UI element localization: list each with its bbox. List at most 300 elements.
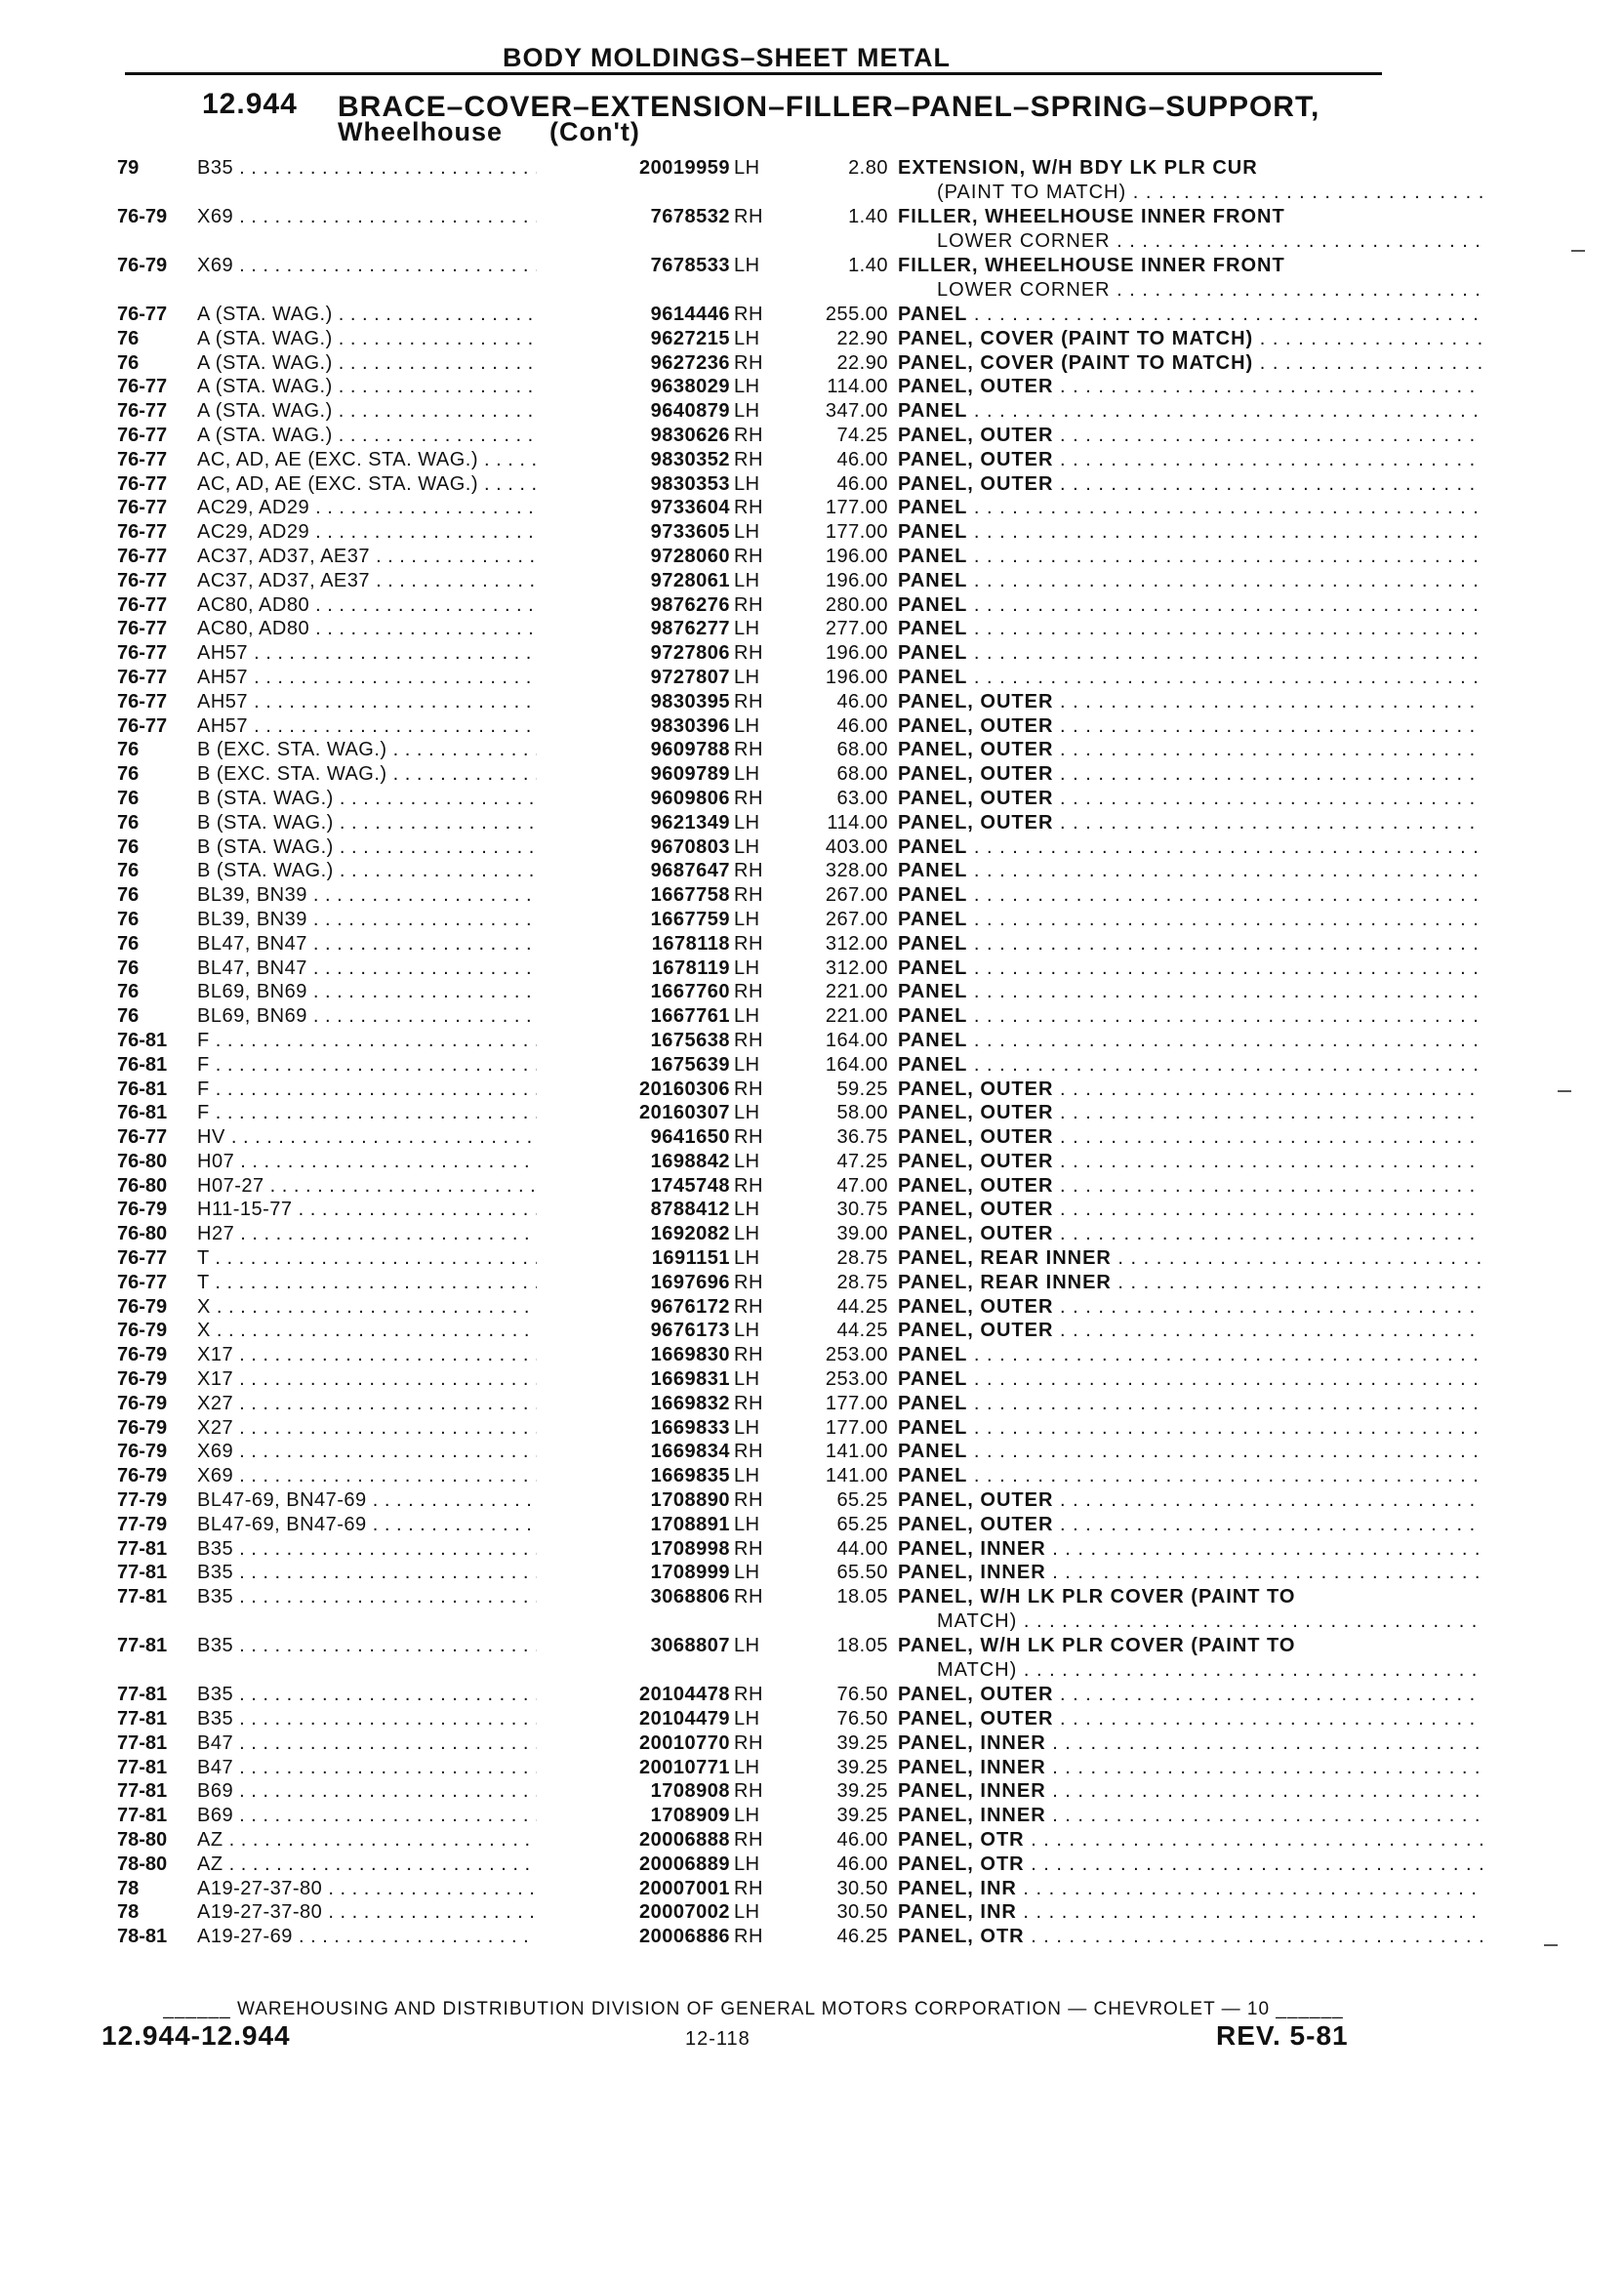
model-year: 78-80 [117, 1829, 168, 1852]
price: 58.00 [836, 1102, 888, 1124]
model-year: 76 [117, 739, 140, 761]
price: 328.00 [825, 860, 888, 882]
description: PANEL, OUTER . . . [898, 1513, 1483, 1536]
price: 2.80 [848, 157, 888, 179]
model-year: 76-77 [117, 521, 168, 544]
model-year: 76-77 [117, 666, 168, 688]
price: 44.25 [836, 1320, 888, 1342]
table-row [117, 1900, 1386, 1925]
part-number: 1669835 [537, 1464, 730, 1487]
side: LH [734, 569, 760, 591]
table-row [117, 1561, 1386, 1585]
margin-mark [1544, 1944, 1558, 1946]
side: RH [734, 787, 763, 809]
description: PANEL . . . [898, 617, 1483, 640]
description-continued: LOWER CORNER . . . [937, 278, 1483, 302]
side: LH [734, 1102, 760, 1124]
side: RH [734, 424, 763, 446]
part-number: 9830626 [537, 424, 730, 447]
part-number: 9830353 [537, 472, 730, 496]
description: PANEL . . . [898, 835, 1483, 859]
side: RH [734, 497, 763, 519]
part-number: 9641650 [537, 1125, 730, 1149]
part-number: 9830396 [537, 714, 730, 738]
part-number: 1745748 [537, 1174, 730, 1198]
table-row [117, 690, 1386, 714]
side: LH [734, 1005, 760, 1028]
side: LH [734, 521, 760, 544]
side: LH [734, 1635, 760, 1657]
part-number: 9638029 [537, 375, 730, 398]
price: 1.40 [848, 255, 888, 276]
side: LH [734, 811, 760, 834]
table-row [117, 1537, 1386, 1562]
side: LH [734, 1708, 760, 1730]
price: 39.25 [836, 1756, 888, 1778]
model-year: 76-79 [117, 1441, 168, 1463]
footer-revision: REV. 5-81 [1216, 2020, 1349, 2051]
price: 280.00 [825, 593, 888, 616]
section-continued: (Con't) [549, 117, 640, 146]
model-year: 76-77 [117, 1247, 168, 1270]
table-row [117, 1877, 1386, 1901]
description: PANEL, OUTER . . . [898, 787, 1483, 810]
side: LH [734, 1756, 760, 1778]
model-code: X69 . . . [197, 1464, 649, 1487]
part-number: 9687647 [537, 859, 730, 882]
model-year: 76-77 [117, 545, 168, 567]
table-row [117, 980, 1386, 1004]
model-year: 76-79 [117, 255, 168, 276]
side: RH [734, 1078, 763, 1100]
model-code: AC37, AD37, AE37 . . . [197, 545, 649, 568]
table-row [117, 1464, 1386, 1488]
description: PANEL, INNER . . . [898, 1731, 1483, 1755]
model-year: 76-79 [117, 1320, 168, 1342]
model-year: 76-77 [117, 448, 168, 470]
model-year: 76-79 [117, 1199, 168, 1221]
table-row [117, 641, 1386, 666]
side: RH [734, 1537, 763, 1560]
part-number: 1667759 [537, 908, 730, 931]
model-code: A19-27-37-80 . . . [197, 1900, 649, 1924]
model-year: 78-80 [117, 1852, 168, 1875]
model-code: X . . . [197, 1319, 649, 1342]
description: PANEL . . . [898, 1416, 1483, 1440]
price: 221.00 [825, 1005, 888, 1028]
model-code: BL69, BN69 . . . [197, 980, 649, 1003]
description-continued: MATCH) . . . [937, 1658, 1483, 1682]
table-row [117, 1585, 1386, 1634]
price: 46.25 [836, 1926, 888, 1948]
section-subtitle [338, 117, 640, 147]
price: 68.00 [836, 739, 888, 761]
model-code: F . . . [197, 1101, 649, 1124]
part-number: 20160306 [537, 1078, 730, 1101]
model-code: B35 . . . [197, 1561, 649, 1584]
model-year: 76-79 [117, 206, 168, 227]
description: PANEL . . . [898, 1343, 1483, 1366]
part-number: 9609789 [537, 762, 730, 786]
model-code: AC29, AD29 . . . [197, 496, 649, 519]
table-row [117, 908, 1386, 932]
part-number: 9627215 [537, 327, 730, 350]
model-year: 77-81 [117, 1635, 168, 1657]
price: 1.40 [848, 206, 888, 227]
model-year: 76-77 [117, 714, 168, 737]
model-code: AC, AD, AE (EXC. STA. WAG.) . . . [197, 448, 649, 471]
description: PANEL . . . [898, 932, 1483, 956]
description: PANEL . . . [898, 908, 1483, 931]
part-number: 9676172 [537, 1295, 730, 1319]
table-row [117, 787, 1386, 811]
model-code: HV . . . [197, 1125, 649, 1149]
table-row [117, 835, 1386, 860]
model-year: 76-81 [117, 1029, 168, 1051]
model-code: A (STA. WAG.) . . . [197, 399, 649, 423]
model-code: B47 . . . [197, 1731, 649, 1755]
section-subtitle-text: Wheelhouse [338, 117, 504, 146]
side: LH [734, 1852, 760, 1875]
price: 403.00 [825, 835, 888, 858]
model-code: H11-15-77 . . . [197, 1198, 649, 1221]
description: PANEL, OUTER . . . [898, 690, 1483, 713]
part-number: 1691151 [537, 1246, 730, 1270]
side: RH [734, 1271, 763, 1293]
model-code: B35 . . . [197, 1707, 649, 1730]
side: RH [734, 304, 763, 325]
price: 46.00 [836, 1829, 888, 1852]
description: PANEL, OUTER . . . [898, 1707, 1483, 1730]
price: 46.00 [836, 714, 888, 737]
description: PANEL, INR . . . [898, 1877, 1483, 1900]
table-row [117, 1925, 1386, 1949]
part-number: 1692082 [537, 1222, 730, 1245]
table-row [117, 545, 1386, 569]
price: 177.00 [825, 1416, 888, 1439]
model-year: 76-77 [117, 569, 168, 591]
model-year: 76-77 [117, 400, 168, 423]
side: RH [734, 1126, 763, 1149]
side: RH [734, 690, 763, 712]
table-row [117, 593, 1386, 618]
description: PANEL, OUTER . . . [898, 1150, 1483, 1173]
model-year: 78 [117, 1877, 140, 1899]
description: PANEL, W/H LK PLR COVER (PAINT TO [898, 1586, 1296, 1608]
price: 277.00 [825, 618, 888, 640]
model-code: A (STA. WAG.) . . . [197, 351, 649, 375]
model-year: 76-79 [117, 1344, 168, 1366]
table-row [117, 762, 1386, 787]
part-number: 9609806 [537, 787, 730, 810]
model-code: F . . . [197, 1078, 649, 1101]
price: 39.00 [836, 1223, 888, 1245]
model-code: AC80, AD80 . . . [197, 593, 649, 617]
description: PANEL, OUTER . . . [898, 472, 1483, 496]
table-row [117, 1125, 1386, 1150]
side: LH [734, 1053, 760, 1076]
model-year: 76 [117, 763, 140, 786]
model-year: 76-77 [117, 304, 168, 325]
model-code: B (STA. WAG.) . . . [197, 787, 649, 810]
price: 253.00 [825, 1368, 888, 1391]
table-row [117, 1488, 1386, 1513]
model-year: 76-79 [117, 1368, 168, 1391]
model-code: AH57 . . . [197, 641, 649, 665]
side: RH [734, 351, 763, 374]
table-row [117, 156, 1386, 205]
side: LH [734, 472, 760, 495]
table-row [117, 1198, 1386, 1222]
side: RH [734, 1877, 763, 1899]
description: PANEL . . . [898, 569, 1483, 592]
table-row [117, 1804, 1386, 1828]
part-number: 9676173 [537, 1319, 730, 1342]
model-code: X17 . . . [197, 1367, 649, 1391]
part-number: 1667761 [537, 1004, 730, 1028]
model-code: BL69, BN69 . . . [197, 1004, 649, 1028]
description: PANEL, OUTER . . . [898, 1101, 1483, 1124]
price: 141.00 [825, 1465, 888, 1487]
side: RH [734, 884, 763, 907]
price: 36.75 [836, 1126, 888, 1149]
description: PANEL, OUTER . . . [898, 1683, 1483, 1706]
part-number: 9733604 [537, 496, 730, 519]
model-year: 76-80 [117, 1223, 168, 1245]
side: RH [734, 642, 763, 665]
part-number: 9830352 [537, 448, 730, 471]
side: LH [734, 666, 760, 688]
model-code: A (STA. WAG.) . . . [197, 327, 649, 350]
part-number: 1708890 [537, 1488, 730, 1512]
model-code: X69 . . . [197, 254, 649, 277]
model-year: 77-81 [117, 1684, 168, 1706]
table-row [117, 1150, 1386, 1174]
price: 59.25 [836, 1078, 888, 1100]
description: PANEL . . . [898, 520, 1483, 544]
table-row [117, 254, 1386, 303]
model-code: X17 . . . [197, 1343, 649, 1366]
model-code: BL39, BN39 . . . [197, 883, 649, 907]
part-number: 20006886 [537, 1925, 730, 1948]
description: PANEL, OTR . . . [898, 1852, 1483, 1876]
table-row [117, 1731, 1386, 1756]
model-year: 78 [117, 1901, 140, 1924]
footer-division-text: WAREHOUSING AND DISTRIBUTION DIVISION OF GENERAL MOTORS CORPORATION — CHEVROLET — 10 [236, 1999, 1271, 2019]
price: 347.00 [825, 400, 888, 423]
section-number: 12.944 [202, 88, 298, 120]
side: RH [734, 1344, 763, 1366]
table-row [117, 1174, 1386, 1199]
model-year: 76-79 [117, 1392, 168, 1414]
model-year: 76-80 [117, 1150, 168, 1172]
part-number: 9830395 [537, 690, 730, 713]
description: PANEL, OUTER . . . [898, 811, 1483, 835]
side: RH [734, 1926, 763, 1948]
side: LH [734, 1247, 760, 1270]
description: PANEL . . . [898, 666, 1483, 689]
model-year: 76 [117, 860, 140, 882]
part-number: 20006888 [537, 1828, 730, 1852]
description: PANEL, COVER (PAINT TO MATCH) . . . [898, 351, 1483, 375]
part-number: 1669833 [537, 1416, 730, 1440]
price: 63.00 [836, 787, 888, 809]
model-code: B35 . . . [197, 1585, 649, 1608]
part-number: 1708998 [537, 1537, 730, 1561]
table-row [117, 1078, 1386, 1102]
price: 39.25 [836, 1805, 888, 1827]
description: PANEL, OUTER . . . [898, 448, 1483, 471]
model-code: B (STA. WAG.) . . . [197, 859, 649, 882]
part-number: 20160307 [537, 1101, 730, 1124]
model-code: B (STA. WAG.) . . . [197, 835, 649, 859]
part-number: 1708908 [537, 1779, 730, 1803]
model-code: AH57 . . . [197, 714, 649, 738]
price: 114.00 [827, 811, 888, 834]
price: 44.00 [836, 1537, 888, 1560]
model-code: BL47, BN47 . . . [197, 932, 649, 956]
model-year: 76 [117, 981, 140, 1003]
side: LH [734, 1223, 760, 1245]
table-row [117, 520, 1386, 545]
price: 196.00 [825, 642, 888, 665]
table-row [117, 1683, 1386, 1707]
price: 177.00 [825, 497, 888, 519]
model-year: 76-77 [117, 618, 168, 640]
part-number: 9728060 [537, 545, 730, 568]
price: 76.50 [836, 1684, 888, 1706]
part-number: 20010770 [537, 1731, 730, 1755]
description: PANEL, OTR . . . [898, 1828, 1483, 1852]
part-number: 1669830 [537, 1343, 730, 1366]
price: 114.00 [827, 376, 888, 398]
description: PANEL, INNER . . . [898, 1537, 1483, 1561]
price: 46.00 [836, 690, 888, 712]
description: PANEL, OUTER . . . [898, 738, 1483, 761]
side: RH [734, 1392, 763, 1414]
model-code: BL47-69, BN47-69 . . . [197, 1488, 649, 1512]
model-year: 76-77 [117, 376, 168, 398]
part-number: 1667760 [537, 980, 730, 1003]
side: LH [734, 327, 760, 349]
price: 74.25 [836, 424, 888, 446]
side: LH [734, 376, 760, 398]
side: LH [734, 400, 760, 423]
table-row [117, 351, 1386, 376]
model-code: B69 . . . [197, 1779, 649, 1803]
description: PANEL, COVER (PAINT TO MATCH) . . . [898, 327, 1483, 350]
description: PANEL, INNER . . . [898, 1804, 1483, 1827]
table-row [117, 1271, 1386, 1295]
price: 141.00 [825, 1441, 888, 1463]
description: PANEL . . . [898, 1392, 1483, 1415]
side: RH [734, 739, 763, 761]
part-number: 1669831 [537, 1367, 730, 1391]
price: 312.00 [825, 957, 888, 979]
table-row [117, 1004, 1386, 1029]
side: RH [734, 1441, 763, 1463]
model-year: 76-81 [117, 1053, 168, 1076]
table-row [117, 569, 1386, 593]
model-year: 76 [117, 787, 140, 809]
model-year: 76-77 [117, 593, 168, 616]
footer-page-number: 12-118 [685, 2028, 751, 2050]
table-row [117, 1513, 1386, 1537]
side: LH [734, 1562, 760, 1584]
header-rule [125, 72, 1382, 75]
table-row [117, 1707, 1386, 1731]
table-row [117, 1367, 1386, 1392]
part-number: 7678532 [537, 205, 730, 228]
description: PANEL, INNER . . . [898, 1779, 1483, 1803]
model-year: 76-79 [117, 1416, 168, 1439]
part-number: 20006889 [537, 1852, 730, 1876]
side: LH [734, 157, 760, 179]
side: RH [734, 1829, 763, 1852]
table-row [117, 1756, 1386, 1780]
part-number: 1678118 [537, 932, 730, 956]
side: LH [734, 255, 760, 276]
part-number: 9609788 [537, 738, 730, 761]
model-year: 76-81 [117, 1102, 168, 1124]
description: PANEL, REAR INNER . . . [898, 1271, 1483, 1294]
description: PANEL, OUTER . . . [898, 1125, 1483, 1149]
description: PANEL, OUTER . . . [898, 1174, 1483, 1198]
price: 255.00 [825, 304, 888, 325]
table-row [117, 1779, 1386, 1804]
price: 47.25 [836, 1150, 888, 1172]
description: PANEL, OUTER . . . [898, 1295, 1483, 1319]
description: PANEL . . . [898, 399, 1483, 423]
model-year: 76-77 [117, 472, 168, 495]
description: PANEL, OUTER . . . [898, 375, 1483, 398]
description: PANEL, OUTER . . . [898, 1078, 1483, 1101]
price: 22.90 [836, 351, 888, 374]
side: LH [734, 1901, 760, 1924]
table-row [117, 303, 1386, 327]
side: RH [734, 860, 763, 882]
description: PANEL . . . [898, 980, 1483, 1003]
model-year: 79 [117, 157, 140, 179]
model-code: B (STA. WAG.) . . . [197, 811, 649, 835]
price: 18.05 [836, 1586, 888, 1608]
margin-mark [1571, 250, 1585, 252]
table-row [117, 811, 1386, 835]
price: 18.05 [836, 1635, 888, 1657]
part-number: 1708999 [537, 1561, 730, 1584]
model-year: 76 [117, 884, 140, 907]
model-code: F . . . [197, 1053, 649, 1077]
model-year: 76-79 [117, 1465, 168, 1487]
price: 177.00 [825, 521, 888, 544]
price: 164.00 [825, 1053, 888, 1076]
description: PANEL, OUTER . . . [898, 1319, 1483, 1342]
price: 68.00 [836, 763, 888, 786]
model-code: B (EXC. STA. WAG.) . . . [197, 762, 649, 786]
side: RH [734, 448, 763, 470]
side: RH [734, 932, 763, 955]
part-number: 20104479 [537, 1707, 730, 1730]
table-row [117, 1828, 1386, 1852]
model-code: X . . . [197, 1295, 649, 1319]
part-number: 1678119 [537, 957, 730, 980]
model-code: F . . . [197, 1029, 649, 1052]
model-code: BL47, BN47 . . . [197, 957, 649, 980]
table-row [117, 448, 1386, 472]
parts-list [117, 156, 1386, 1949]
model-year: 77-81 [117, 1805, 168, 1827]
side: LH [734, 1416, 760, 1439]
